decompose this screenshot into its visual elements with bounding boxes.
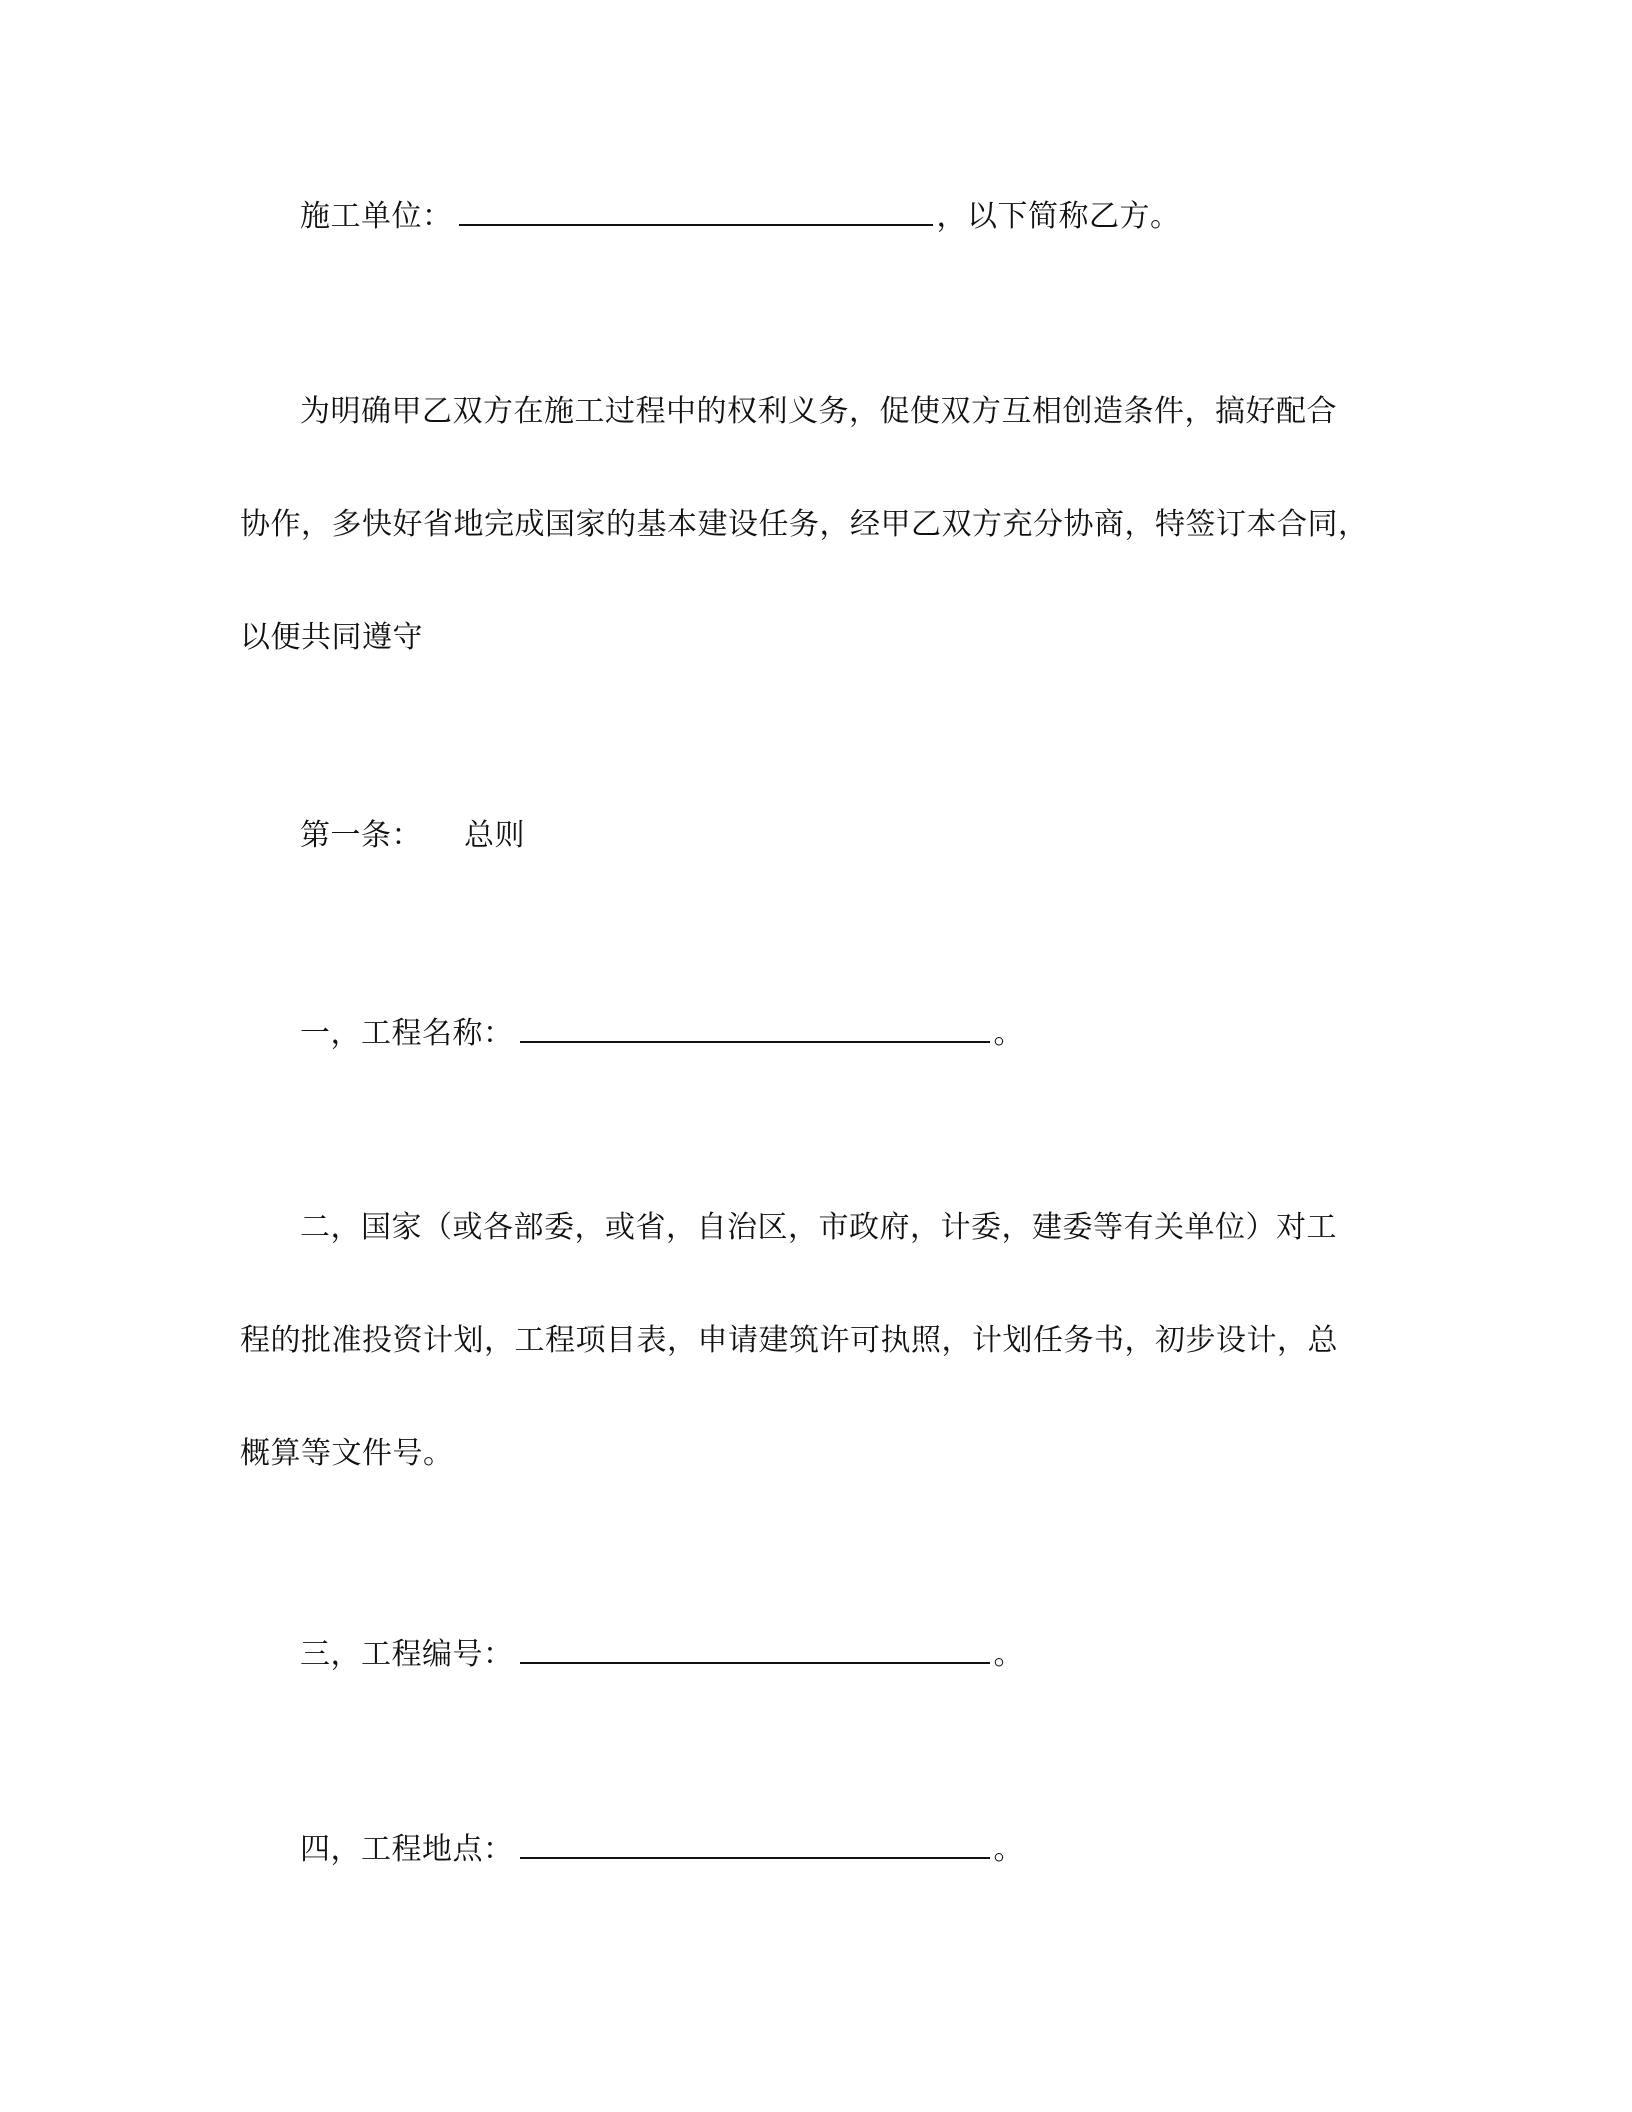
article-1-heading [300,816,525,856]
item-4-label: 四，工程地点： [300,1832,514,1867]
preamble-line-1: 为明确甲乙双方在施工过程中的权利义务，促使双方互相创造条件，搞好配合 [300,394,1337,429]
item-2-line-2: 程的批准投资计划，工程项目表，申请建筑许可执照，计划任务书，初步设计，总 [240,1323,1338,1358]
article-1-number: 第一条： [300,818,422,853]
item-1-suffix: 。 [993,1016,1024,1051]
item-2-line-3: 概算等文件号。 [240,1436,454,1471]
item-1-label: 一，工程名称： [300,1016,514,1051]
project-number-blank[interactable] [520,1634,990,1664]
item-3-suffix: 。 [993,1637,1024,1672]
preamble-line-3: 以便共同遵守 [240,620,423,655]
preamble-line-2: 协作，多快好省地完成国家的基本建设任务，经甲乙双方充分协商，特签订本合同， [240,507,1369,542]
item-3-label: 三，工程编号： [300,1637,514,1672]
item-2-line-1: 二，国家（或各部委，或省，自治区，市政府，计委，建委等有关单位）对工 [300,1210,1337,1245]
construction-unit-blank[interactable] [459,196,933,226]
item-1-line [300,1013,1024,1054]
construction-unit-line [300,196,1181,237]
item-4-line [300,1829,1024,1870]
item-3-line [300,1634,1024,1675]
project-name-blank[interactable] [520,1013,990,1043]
construction-unit-suffix: ，以下简称乙方。 [936,199,1181,234]
project-location-blank[interactable] [520,1829,990,1859]
construction-unit-label: 施工单位： [300,199,453,234]
item-4-suffix: 。 [993,1832,1024,1867]
article-1-title: 总则 [464,818,525,853]
